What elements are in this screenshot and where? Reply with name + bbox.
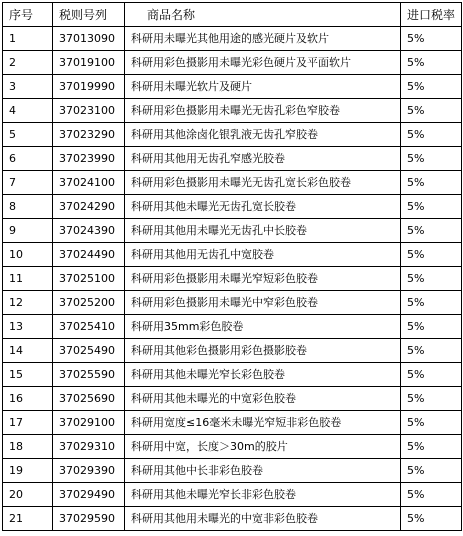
row-rate: 5% xyxy=(401,363,462,387)
row-name: 科研用彩色摄影用未曝光中窄彩色胶卷 xyxy=(125,291,401,315)
table-row xyxy=(3,219,462,243)
table-row xyxy=(3,267,462,291)
row-code: 37023990 xyxy=(53,147,125,171)
row-name: 科研用其他用未曝光无齿孔中长胶卷 xyxy=(125,219,401,243)
row-index: 21 xyxy=(3,507,53,531)
row-rate: 5% xyxy=(401,411,462,435)
row-index: 2 xyxy=(3,51,53,75)
row-code: 37029310 xyxy=(53,435,125,459)
row-rate: 5% xyxy=(401,75,462,99)
row-name: 科研用其他用未曝光的中宽非彩色胶卷 xyxy=(125,507,401,531)
row-name: 科研用未曝光软片及硬片 xyxy=(125,75,401,99)
row-code: 37025490 xyxy=(53,339,125,363)
row-index: 4 xyxy=(3,99,53,123)
row-code: 37024100 xyxy=(53,171,125,195)
row-name: 科研用其他彩色摄影用彩色摄影胶卷 xyxy=(125,339,401,363)
row-code: 37024490 xyxy=(53,243,125,267)
row-index: 16 xyxy=(3,387,53,411)
row-code: 37025200 xyxy=(53,291,125,315)
header-name: 商品名称 xyxy=(125,3,401,27)
table-row xyxy=(3,243,462,267)
row-index: 6 xyxy=(3,147,53,171)
row-code: 37025100 xyxy=(53,267,125,291)
row-code: 37025410 xyxy=(53,315,125,339)
table-row xyxy=(3,411,462,435)
header-code: 税则号列 xyxy=(53,3,125,27)
table-row xyxy=(3,435,462,459)
row-name: 科研用其他用无齿孔中宽胶卷 xyxy=(125,243,401,267)
row-code: 37019990 xyxy=(53,75,125,99)
table-row xyxy=(3,123,462,147)
row-index: 7 xyxy=(3,171,53,195)
row-name: 科研用其他未曝光的中宽彩色胶卷 xyxy=(125,387,401,411)
row-name: 科研用彩色摄影用未曝光无齿孔彩色窄胶卷 xyxy=(125,99,401,123)
row-rate: 5% xyxy=(401,315,462,339)
row-name: 科研用未曝光其他用途的感光硬片及软片 xyxy=(125,27,401,51)
table-row xyxy=(3,27,462,51)
row-code: 37025590 xyxy=(53,363,125,387)
row-index: 10 xyxy=(3,243,53,267)
table-row xyxy=(3,507,462,531)
row-name: 科研用其他未曝光无齿孔宽长胶卷 xyxy=(125,195,401,219)
row-code: 37023100 xyxy=(53,99,125,123)
row-code: 37029100 xyxy=(53,411,125,435)
row-name: 科研用其他用无齿孔窄感光胶卷 xyxy=(125,147,401,171)
table-header-row xyxy=(3,3,462,27)
row-code: 37024390 xyxy=(53,219,125,243)
tariff-table xyxy=(2,2,462,531)
row-code: 37029590 xyxy=(53,507,125,531)
table-row xyxy=(3,171,462,195)
row-index: 8 xyxy=(3,195,53,219)
row-rate: 5% xyxy=(401,435,462,459)
row-index: 12 xyxy=(3,291,53,315)
table-row xyxy=(3,75,462,99)
row-name: 科研用彩色摄影用未曝光彩色硬片及平面软片 xyxy=(125,51,401,75)
row-rate: 5% xyxy=(401,171,462,195)
table-row xyxy=(3,363,462,387)
row-name: 科研用其他未曝光窄长彩色胶卷 xyxy=(125,363,401,387)
row-rate: 5% xyxy=(401,483,462,507)
row-rate: 5% xyxy=(401,459,462,483)
row-rate: 5% xyxy=(401,27,462,51)
row-rate: 5% xyxy=(401,339,462,363)
table-row xyxy=(3,99,462,123)
header-rate: 进口税率 xyxy=(401,3,462,27)
row-index: 17 xyxy=(3,411,53,435)
row-code: 37025690 xyxy=(53,387,125,411)
row-name: 科研用其他未曝光窄长非彩色胶卷 xyxy=(125,483,401,507)
row-name: 科研用中宽，长度＞30m的胶片 xyxy=(125,435,401,459)
row-name: 科研用其他中长非彩色胶卷 xyxy=(125,459,401,483)
row-code: 37013090 xyxy=(53,27,125,51)
table-row xyxy=(3,483,462,507)
row-code: 37024290 xyxy=(53,195,125,219)
row-index: 5 xyxy=(3,123,53,147)
row-rate: 5% xyxy=(401,51,462,75)
row-index: 19 xyxy=(3,459,53,483)
row-index: 1 xyxy=(3,27,53,51)
row-rate: 5% xyxy=(401,195,462,219)
row-name: 科研用彩色摄影用未曝光窄短彩色胶卷 xyxy=(125,267,401,291)
row-index: 3 xyxy=(3,75,53,99)
header-index: 序号 xyxy=(3,3,53,27)
table-row xyxy=(3,339,462,363)
table-row xyxy=(3,51,462,75)
row-index: 9 xyxy=(3,219,53,243)
row-rate: 5% xyxy=(401,243,462,267)
table-row xyxy=(3,315,462,339)
row-index: 18 xyxy=(3,435,53,459)
table-row xyxy=(3,195,462,219)
table-body xyxy=(3,27,462,531)
row-code: 37023290 xyxy=(53,123,125,147)
table-row xyxy=(3,291,462,315)
row-index: 11 xyxy=(3,267,53,291)
row-rate: 5% xyxy=(401,99,462,123)
row-rate: 5% xyxy=(401,387,462,411)
row-code: 37019100 xyxy=(53,51,125,75)
table-row xyxy=(3,387,462,411)
row-index: 15 xyxy=(3,363,53,387)
row-rate: 5% xyxy=(401,123,462,147)
row-index: 14 xyxy=(3,339,53,363)
row-name: 科研用彩色摄影用未曝光无齿孔宽长彩色胶卷 xyxy=(125,171,401,195)
row-code: 37029490 xyxy=(53,483,125,507)
table-row xyxy=(3,459,462,483)
row-index: 13 xyxy=(3,315,53,339)
table-row xyxy=(3,147,462,171)
row-index: 20 xyxy=(3,483,53,507)
row-name: 科研用35mm彩色胶卷 xyxy=(125,315,401,339)
row-name: 科研用宽度≤16毫米未曝光窄短非彩色胶卷 xyxy=(125,411,401,435)
row-rate: 5% xyxy=(401,291,462,315)
row-name: 科研用其他涂卤化银乳液无齿孔窄胶卷 xyxy=(125,123,401,147)
row-rate: 5% xyxy=(401,147,462,171)
row-code: 37029390 xyxy=(53,459,125,483)
row-rate: 5% xyxy=(401,219,462,243)
row-rate: 5% xyxy=(401,267,462,291)
row-rate: 5% xyxy=(401,507,462,531)
